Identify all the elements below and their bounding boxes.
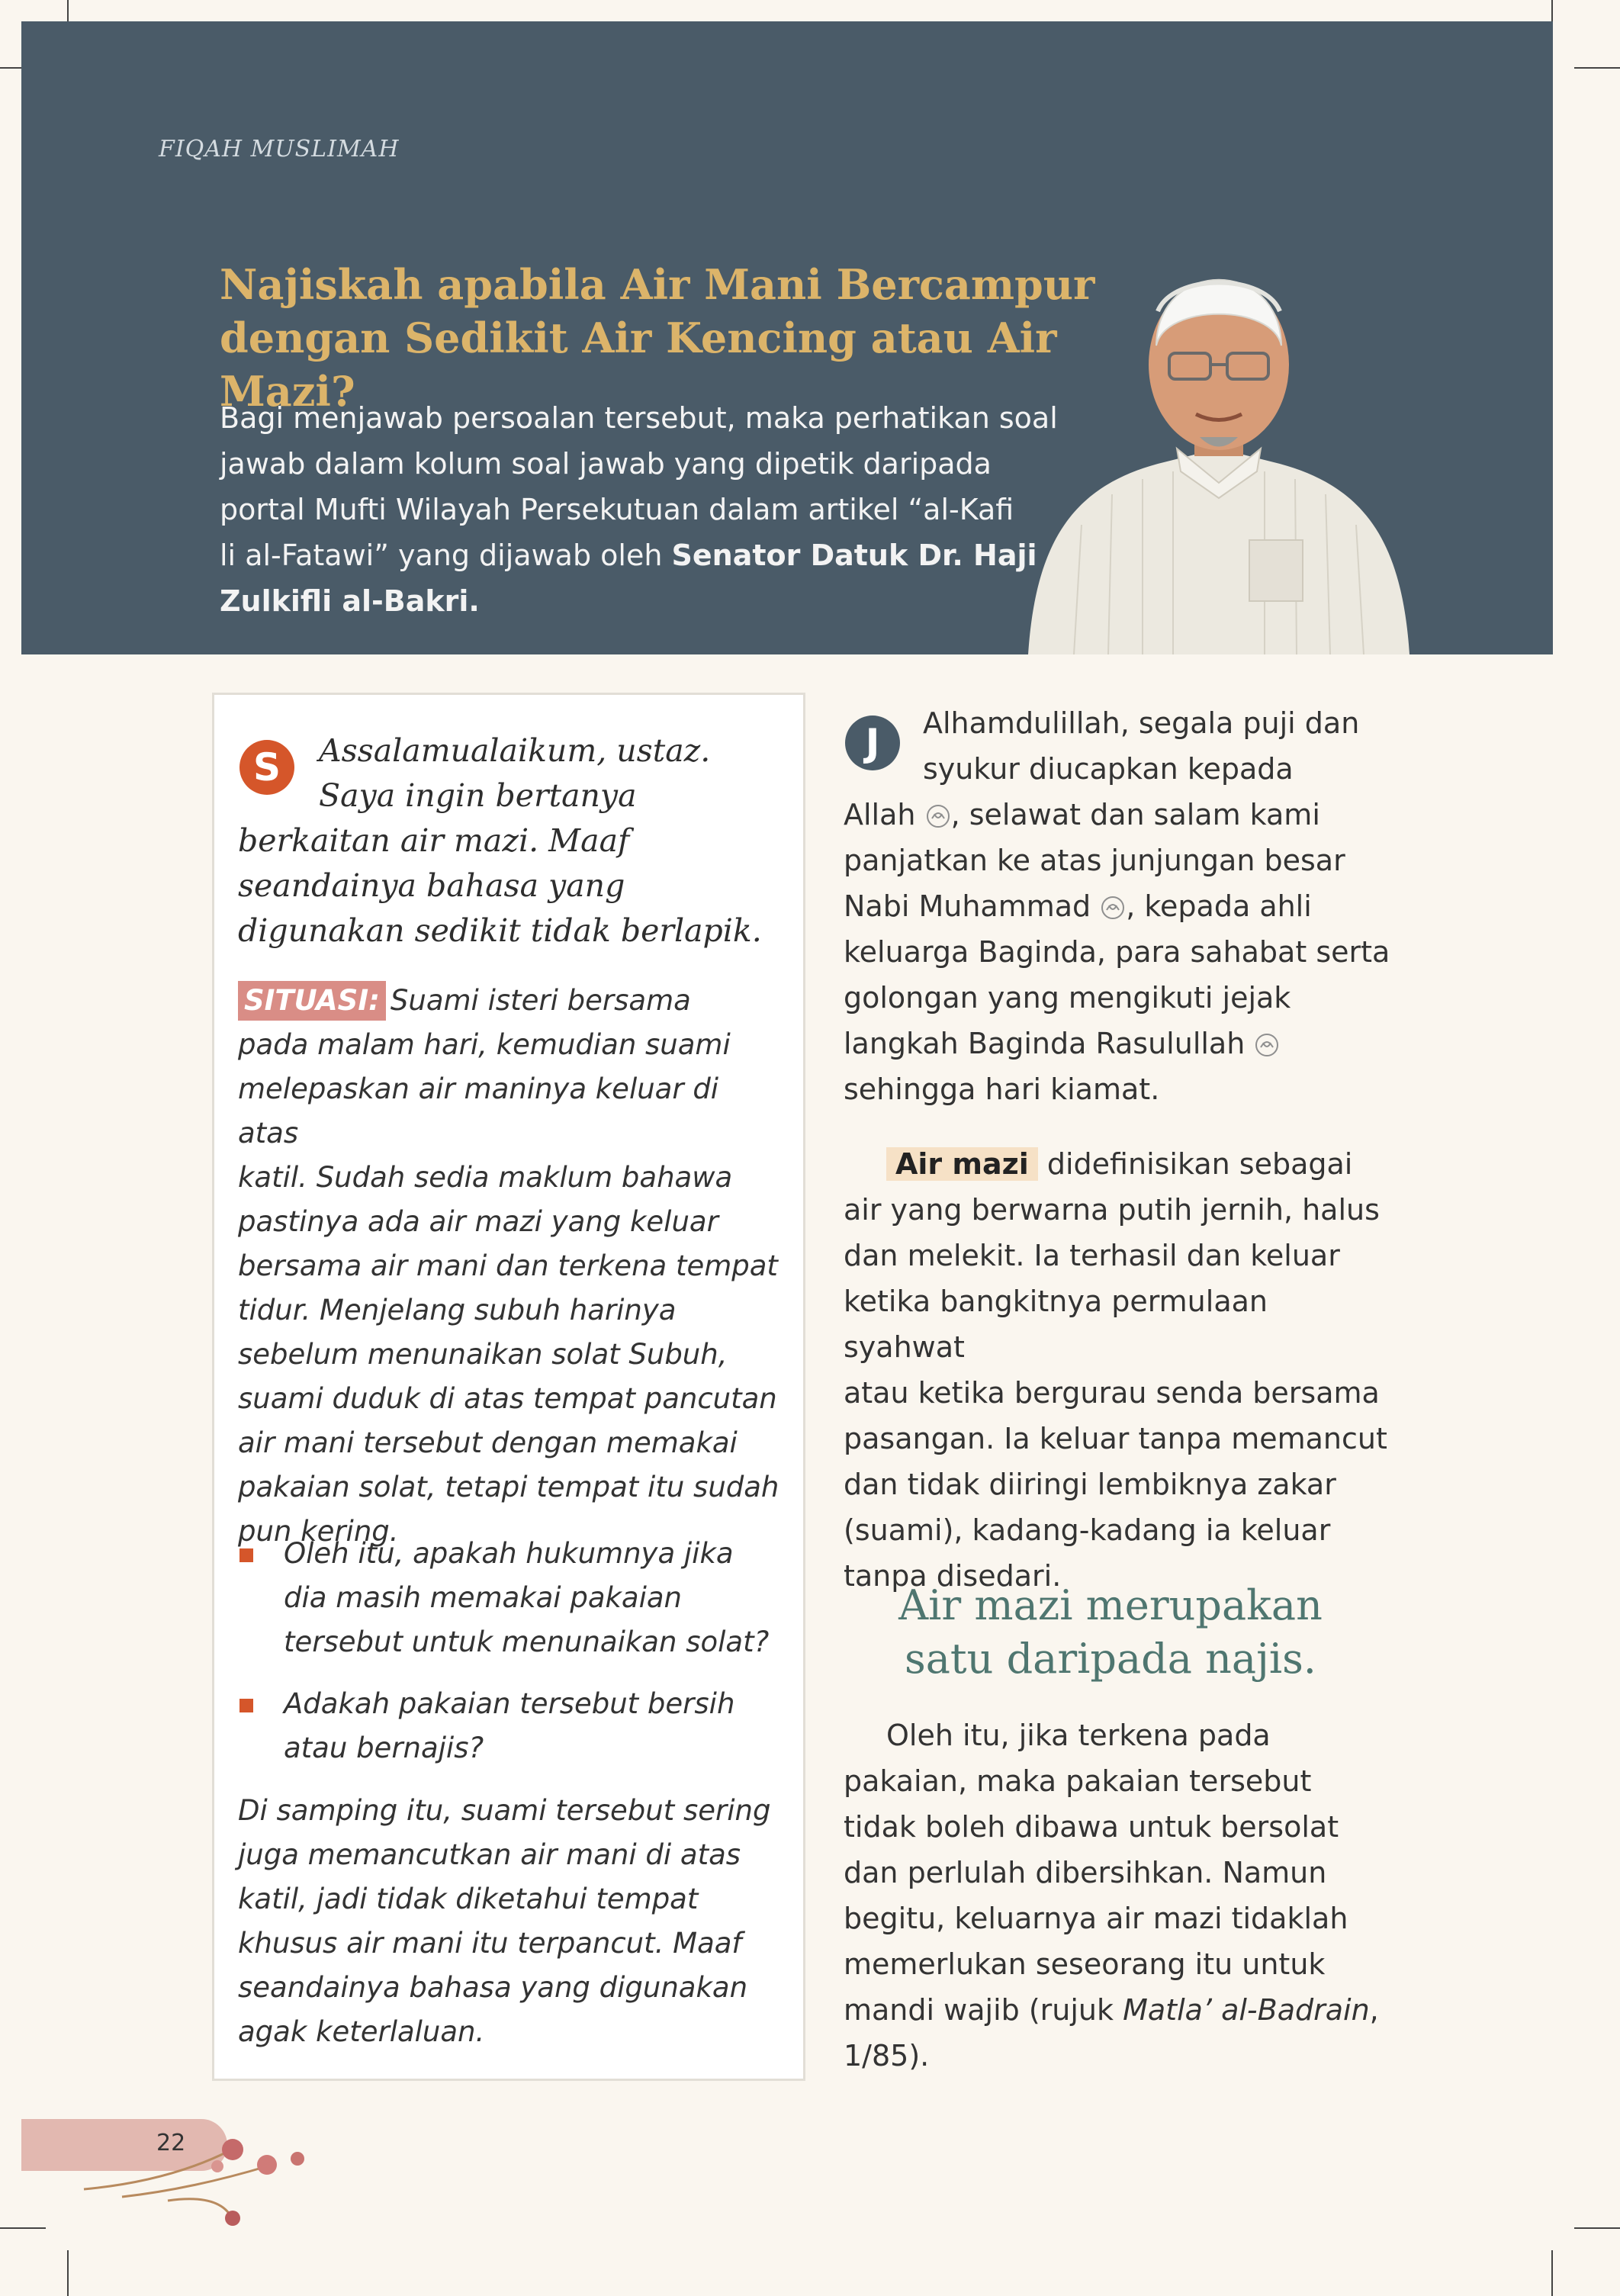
pull-quote <box>844 1579 1377 1686</box>
author-name: Zulkifli al-Bakri. <box>220 584 480 618</box>
answer-paragraph-2 <box>844 1141 1393 1599</box>
question-opening <box>238 728 772 953</box>
situation-line: air mani tersebut dengan memakai <box>238 1426 738 1459</box>
answer-line: air yang berwarna putih jernih, halus <box>844 1193 1380 1227</box>
answer-badge: J <box>845 715 900 770</box>
question-line: digunakan sedikit tidak berlapik. <box>238 912 762 949</box>
bullet-line: Oleh itu, apakah hukumnya jika <box>284 1537 734 1570</box>
intro-line: portal Mufti Wilayah Persekutuan dalam artikel “al-Kafi <box>220 493 1014 526</box>
answer-line: golongan yang mengikuti jejak <box>844 981 1291 1015</box>
reference-title: Matla’ al-Badrain <box>1123 1993 1370 2027</box>
crop-mark <box>1574 2227 1620 2229</box>
closing-line: katil, jadi tidak diketahui tempat <box>238 1883 699 1915</box>
situation-line: pakaian solat, tetapi tempat itu sudah <box>238 1471 779 1503</box>
question-line: Saya ingin bertanya <box>319 777 637 814</box>
headline-line: dengan Sedikit Air Kencing atau Air Mazi? <box>220 314 1057 416</box>
author-portrait <box>1013 220 1425 654</box>
answer-line: , kepada ahli <box>1126 889 1312 923</box>
air-mazi-highlight: Air mazi <box>886 1147 1038 1181</box>
answer-line: dan melekit. Ia terhasil dan keluar <box>844 1239 1340 1272</box>
situation-line: suami duduk di atas tempat pancutan <box>238 1382 777 1415</box>
answer-line: langkah Baginda Rasulullah <box>844 1027 1255 1060</box>
answer-line: , selawat dan salam kami <box>950 798 1320 831</box>
section-label: FIQAH MUSLIMAH <box>159 136 400 162</box>
pull-quote-line: satu daripada najis. <box>905 1635 1316 1683</box>
situation-line: pada malam hari, kemudian suami <box>238 1028 731 1061</box>
closing-line: agak keterlaluan. <box>238 2015 485 2048</box>
pull-quote-line: Air mazi merupakan <box>898 1581 1323 1629</box>
intro-line: li al-Fatawi” yang dijawab oleh <box>220 539 672 572</box>
situation-line: Suami isteri bersama <box>390 984 691 1017</box>
answer-line: mandi wajib (rujuk <box>844 1993 1123 2027</box>
author-name: Senator Datuk Dr. Haji <box>671 539 1037 572</box>
answer-line: tanpa disedari. <box>844 1559 1062 1593</box>
page-number: 22 <box>156 2130 186 2156</box>
question-bullet <box>238 1532 787 1664</box>
crop-mark <box>67 2250 69 2296</box>
crop-mark <box>0 2227 46 2229</box>
answer-line: sehingga hari kiamat. <box>844 1072 1160 1106</box>
question-line: berkaitan air mazi. Maaf <box>238 822 630 859</box>
situation-line: melepaskan air maninya keluar di atas <box>238 1072 719 1150</box>
situation-line: bersama air mani dan terkena tempat <box>238 1249 778 1282</box>
honorific-swt-icon <box>925 803 951 829</box>
answer-line: 1/85). <box>844 2039 930 2073</box>
answer-line: dan tidak diiringi lembiknya zakar <box>844 1468 1336 1501</box>
answer-line: begitu, keluarnya air mazi tidaklah <box>844 1902 1348 1935</box>
question-badge: S <box>239 740 294 795</box>
answer-line: pakaian, maka pakaian tersebut <box>844 1764 1312 1798</box>
bullet-line: Adakah pakaian tersebut bersih <box>284 1687 735 1720</box>
answer-line: Alhamdulillah, segala puji dan <box>923 706 1360 740</box>
bullet-line: dia masih memakai pakaian <box>284 1581 683 1614</box>
answer-paragraph-1 <box>844 700 1393 1112</box>
closing-line: Di samping itu, suami tersebut sering <box>238 1794 771 1827</box>
answer-line: memerlukan seseorang itu untuk <box>844 1947 1326 1981</box>
question-bullet <box>238 1682 787 1770</box>
closing-line: seandainya bahasa yang digunakan <box>238 1971 748 2004</box>
answer-line: Allah <box>844 798 925 831</box>
answer-line: panjatkan ke atas junjungan besar <box>844 844 1345 877</box>
answer-line: Oleh itu, jika terkena pada <box>886 1719 1271 1752</box>
article-headline <box>220 258 1135 418</box>
answer-line: Nabi Muhammad <box>844 889 1101 923</box>
crop-mark <box>1574 67 1620 69</box>
crop-mark <box>1551 2250 1553 2296</box>
answer-line: (suami), kadang-kadang ia keluar <box>844 1513 1331 1547</box>
bullet-square <box>239 1548 253 1562</box>
question-line: seandainya bahasa yang <box>238 867 625 904</box>
answer-line: tidak boleh dibawa untuk bersolat <box>844 1810 1339 1844</box>
closing-paragraph <box>238 1789 787 2054</box>
bullet-square <box>239 1699 253 1712</box>
situation-line: tidur. Menjelang subuh harinya <box>238 1294 677 1326</box>
situation-line: katil. Sudah sedia maklum bahawa <box>238 1161 733 1194</box>
situation-line: sebelum menunaikan solat Subuh, <box>238 1338 728 1371</box>
answer-line: ketika bangkitnya permulaan syahwat <box>844 1285 1268 1364</box>
honorific-saw-icon <box>1254 1032 1280 1058</box>
question-line: Assalamualaikum, ustaz. <box>319 732 711 769</box>
flower-decoration <box>76 2121 320 2227</box>
intro-line: Bagi menjawab persoalan tersebut, maka perhatikan soal <box>220 401 1058 435</box>
answer-line: syukur diucapkan kepada <box>923 752 1294 786</box>
answer-line: pasangan. Ia keluar tanpa memancut <box>844 1422 1387 1455</box>
answer-paragraph-3 <box>844 1712 1393 2079</box>
answer-line: atau ketika bergurau senda bersama <box>844 1376 1380 1410</box>
intro-paragraph <box>220 395 1059 624</box>
bullet-line: atau bernajis? <box>284 1732 484 1764</box>
situation-line: pastinya ada air mazi yang keluar <box>238 1205 718 1238</box>
article-header <box>21 21 1553 654</box>
answer-line: , <box>1369 1993 1379 2027</box>
situation-line: pun kering. <box>238 1515 399 1548</box>
headline-line: Najiskah apabila Air Mani Bercampur <box>220 260 1095 309</box>
closing-line: khusus air mani itu terpancut. Maaf <box>238 1927 742 1960</box>
intro-line: jawab dalam kolum soal jawab yang dipetik daripada <box>220 447 992 481</box>
situasi-label: SITUASI: <box>238 981 386 1021</box>
answer-line: didefinisikan sebagai <box>1037 1147 1353 1181</box>
honorific-saw-icon <box>1100 895 1126 921</box>
answer-line: keluarga Baginda, para sahabat serta <box>844 935 1390 969</box>
closing-line: juga memancutkan air mani di atas <box>238 1838 741 1871</box>
bullet-line: tersebut untuk menunaikan solat? <box>284 1626 770 1658</box>
answer-line: dan perlulah dibersihkan. Namun <box>844 1856 1327 1889</box>
situation-paragraph <box>238 979 787 1554</box>
